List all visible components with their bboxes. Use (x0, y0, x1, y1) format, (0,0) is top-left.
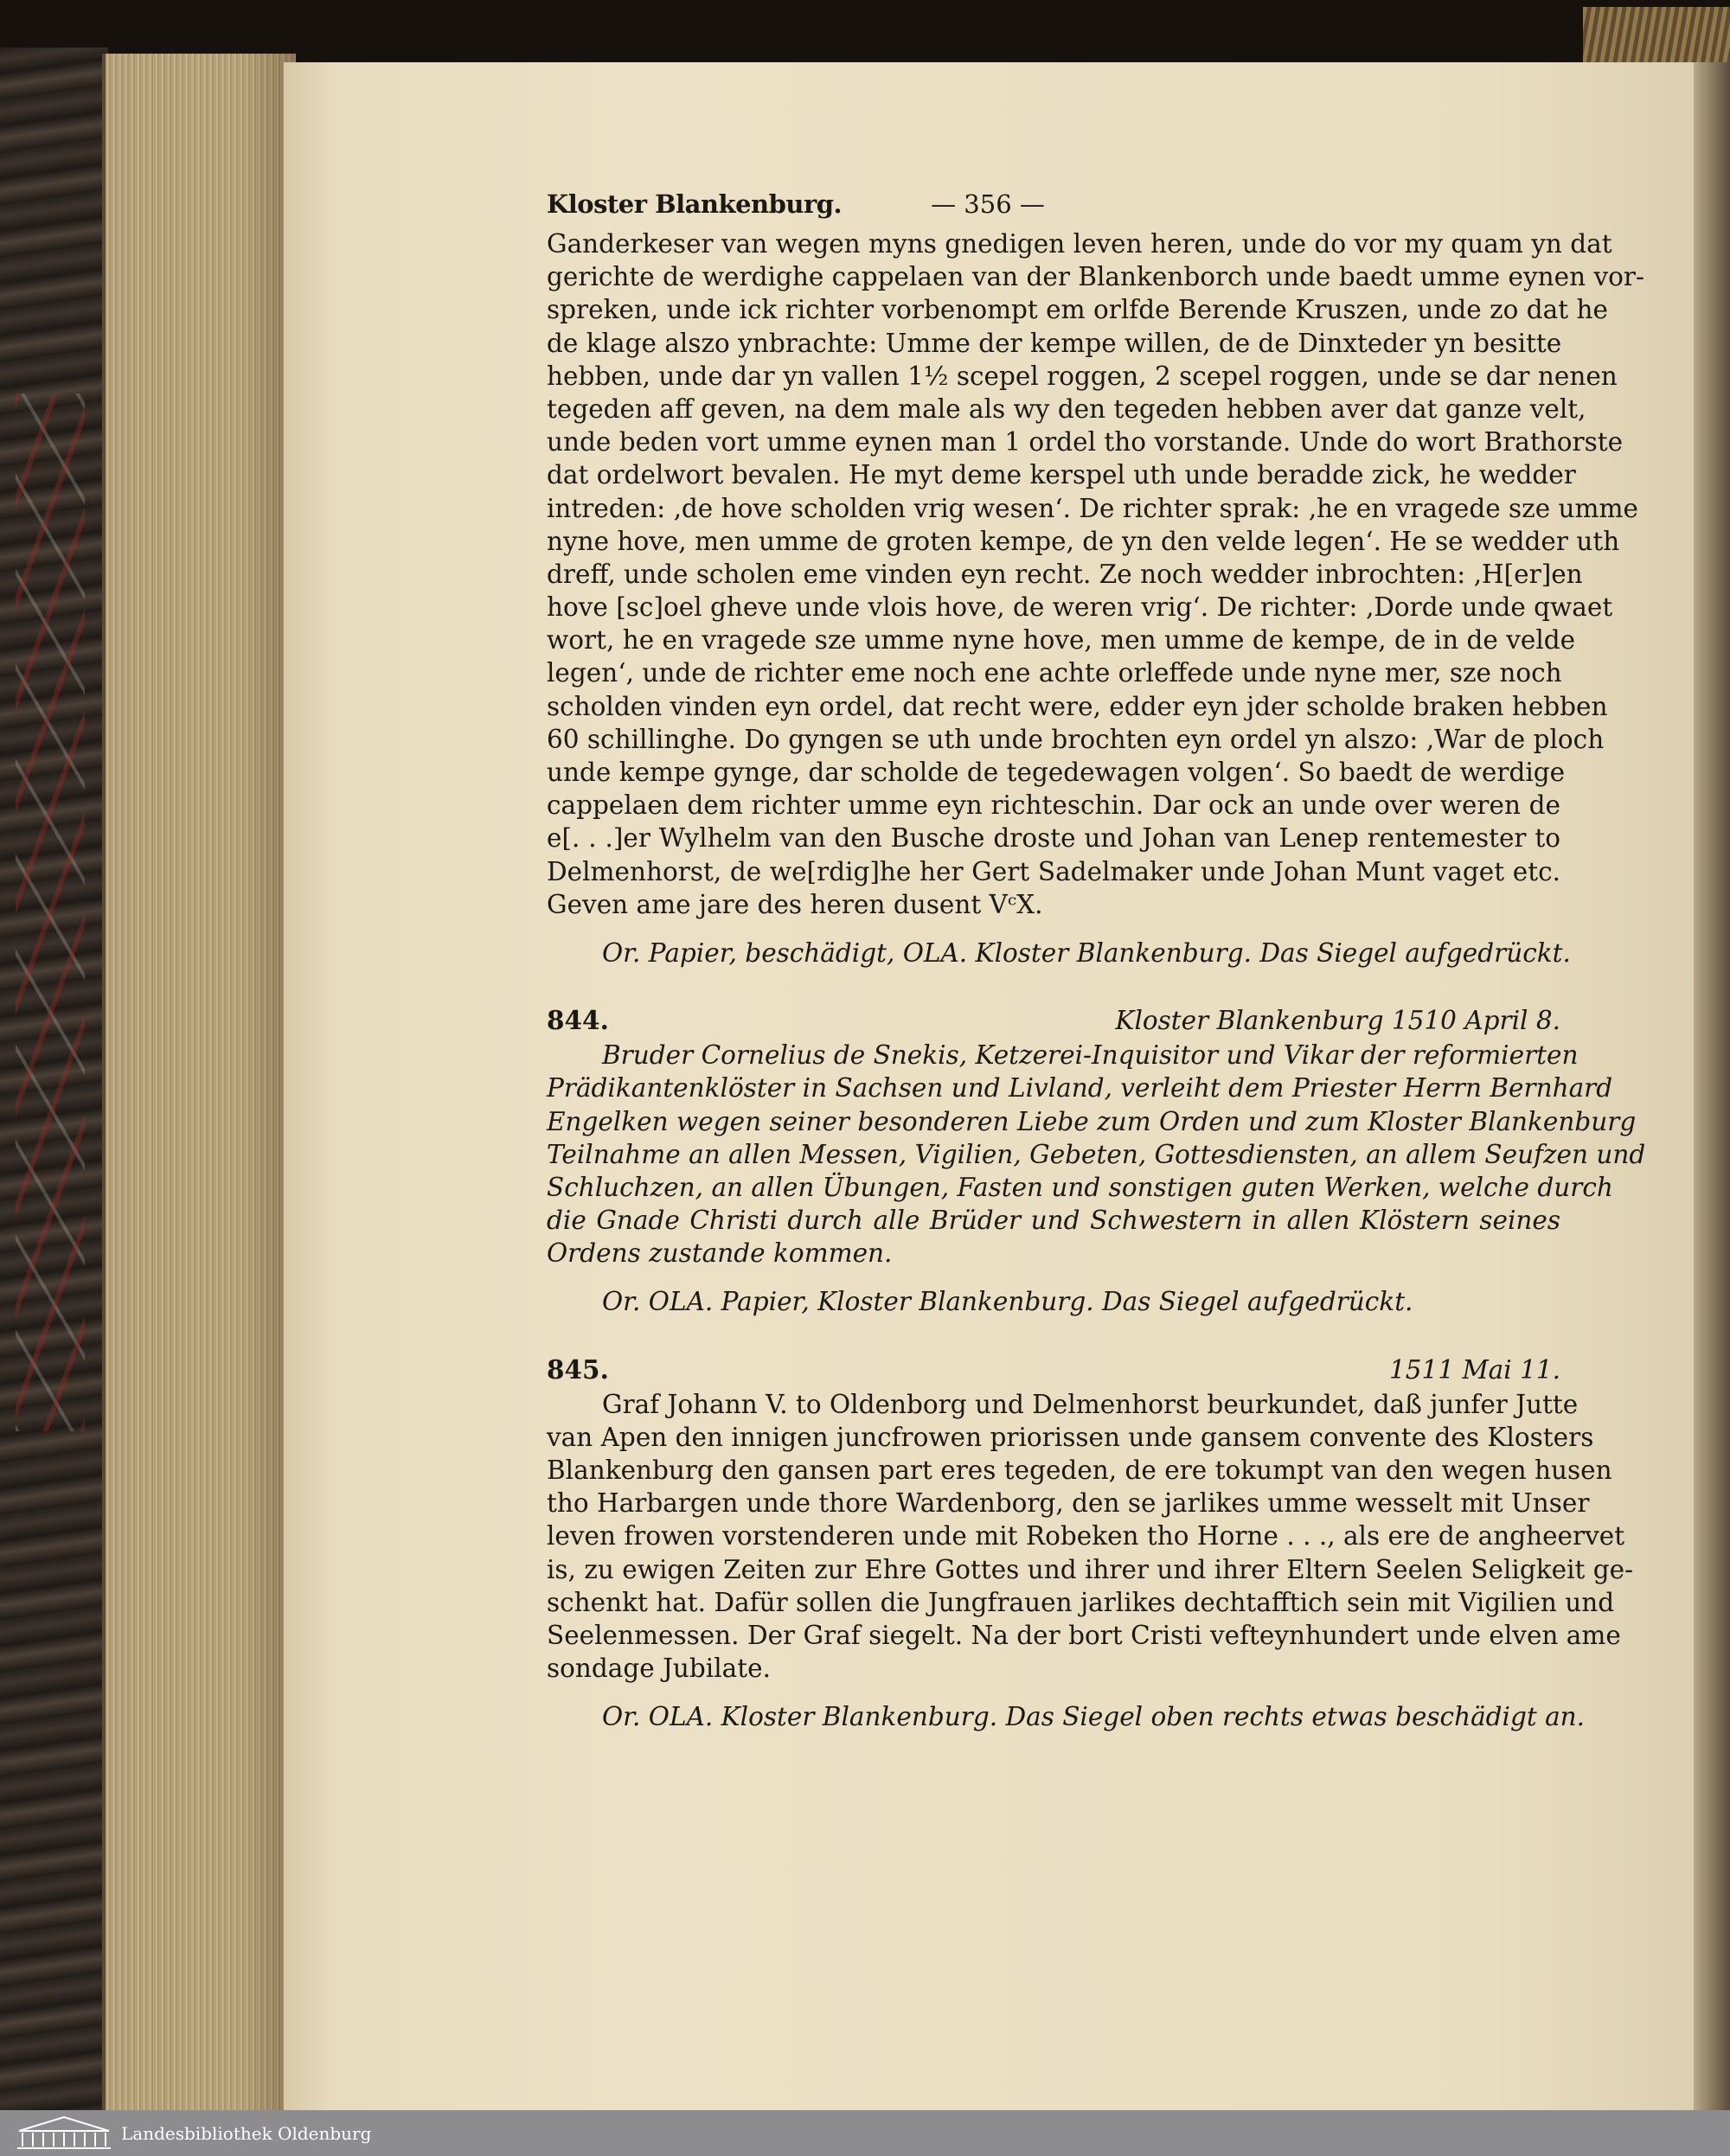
text-line: legen‘, unde de richter eme noch ene achte orleffede unde nyne mer, sze noch (547, 658, 1562, 688)
running-title: Kloster Blankenburg. (547, 189, 843, 219)
text-line: Engelken wegen seiner besonderen Liebe zum Orden und zum Kloster Blankenburg (547, 1106, 1637, 1136)
source-note: Or. Papier, beschädigt, OLA. Kloster Blankenburg. Das Siegel aufgedrückt. (602, 937, 1571, 968)
book-cover (0, 48, 108, 2114)
source-note: Or. OLA. Kloster Blankenburg. Das Siegel oben rechts etwas beschädigt an. (602, 1702, 1586, 1732)
text-line: die Gnade Christi durch alle Brüder und Schwestern in allen Klöstern seines (547, 1206, 1560, 1236)
entry-number: 844. (547, 1005, 609, 1036)
text-line: Blankenburg den gansen part eres tegeden, de ere tokumpt van den wegen husen (547, 1455, 1612, 1485)
entry-heading-845 (547, 1353, 1560, 1388)
text-line: Prädikantenklöster in Sachsen und Livland, verleiht dem Priester Herrn Bernhard (547, 1073, 1613, 1104)
entry-845-text (547, 1388, 1634, 1686)
text-line: Seelenmessen. Der Graf siegelt. Na der bort Cristi vefteynhundert unde elven ame (547, 1620, 1621, 1650)
entry-heading-844 (547, 1004, 1560, 1039)
text-line: tegeden aff geven, na dem male als wy den tegeden hebben aver dat ganze velt, (547, 393, 1586, 424)
page-right-edge (1694, 62, 1730, 2110)
text-line: hove [sc]oel gheve unde vlois hove, de weren vrig‘. De richter: ‚Dorde unde qwaet (547, 592, 1613, 623)
text-line: Graf Johann V. to Oldenborg und Delmenhorst beurkundet, daß junfer Jutte (602, 1389, 1579, 1419)
text-line: Delmenhorst, de we[rdig]he her Gert Sadelmaker unde Johan Munt vaget etc. (547, 856, 1560, 886)
text-line: unde kempe gynge, dar scholde de tegedewagen volgen‘. So baedt de werdige (547, 758, 1566, 787)
text-line: nyne hove, men umme de groten kempe, de yn den velde legen‘. He se wedder uth (547, 526, 1620, 556)
running-header (547, 177, 1560, 227)
text-line: sondage Jubilate. (547, 1654, 771, 1684)
text-line: leven frowen vorstenderen unde mit Robeken tho Horne . . ., als ere de angheervet (547, 1521, 1625, 1551)
text-line: schenkt hat. Dafür sollen die Jungfrauen jarlikes dechtafftich sein mit Vigilien und (547, 1587, 1615, 1617)
entry-number: 845. (547, 1353, 609, 1385)
continuation-text (547, 227, 1644, 921)
text-line: Teilnahme an allen Messen, Vigilien, Gebeten, Gottesdiensten, an allem Seufzen und (547, 1139, 1646, 1169)
text-line: 60 schillinghe. Do gyngen se uth unde brochten eyn ordel yn alszo: ‚War de ploch (547, 724, 1605, 754)
text-line: scholden vinden eyn ordel, dat recht were, edder eyn jder scholde braken hebben (547, 691, 1608, 721)
source-note: Or. OLA. Papier, Kloster Blankenburg. Das Siegel aufgedrückt. (602, 1287, 1413, 1317)
text-line: wort, he en vragede sze umme nyne hove, men umme de kempe, de in de velde (547, 625, 1576, 656)
text-line: cappelaen dem richter umme eyn richteschin. Dar ock an unde over weren de (547, 790, 1560, 821)
text-line: Geven ame jare des heren dusent VᶜX. (547, 889, 1043, 919)
library-name[interactable]: Landesbibliothek Oldenburg (121, 2123, 372, 2144)
page-number: — 356 — (931, 189, 1045, 219)
library-building-icon (14, 2114, 114, 2152)
marbled-edge (16, 393, 85, 1431)
text-line: gerichte de werdighe cappelaen van der Blankenborch unde baedt umme eynen vor- (547, 262, 1644, 292)
text-line: dat ordelwort bevalen. He myt deme kerspel uth unde beradde zick, he wedder (547, 460, 1576, 490)
entry-place-date: Kloster Blankenburg 1510 April 8. (1115, 1006, 1560, 1036)
entry-place-date: 1511 Mai 11. (1389, 1354, 1560, 1385)
text-line: intreden: ‚de hove scholden vrig wesen‘. De richter sprak: ‚he en vragede sze umme (547, 493, 1638, 523)
text-line: spreken, unde ick richter vorbenompt em orlfde Berende Kruszen, unde zo dat he (547, 295, 1608, 325)
text-line: Bruder Cornelius de Snekis, Ketzerei-Inquisitor und Vikar der reformierten (602, 1040, 1579, 1071)
page-stack-edges (102, 54, 296, 2110)
text-line: Schluchzen, an allen Übungen, Fasten und sonstigen guten Werken, welche durch (547, 1172, 1613, 1202)
entry-844-summary (547, 1039, 1646, 1270)
text-line: is, zu ewigen Zeiten zur Ehre Gottes und ihrer und ihrer Eltern Seelen Seligkeit ge- (547, 1554, 1634, 1584)
text-line: hebben, unde dar yn vallen 1½ scepel roggen, 2 scepel roggen, unde se dar nenen (547, 361, 1618, 391)
page-text (547, 177, 1646, 1734)
text-line: e[. . .]er Wylhelm van den Busche droste und Johan van Lenep rentemester to (547, 823, 1560, 854)
text-line: tho Harbargen unde thore Wardenborg, den se jarlikes umme wesselt mit Unser (547, 1488, 1590, 1519)
text-line: van Apen den innigen juncfrowen priorissen unde gansem convente des Klosters (547, 1422, 1594, 1452)
text-line: Ordens zustande kommen. (547, 1238, 893, 1269)
text-line: de klage alszo ynbrachte: Umme der kempe willen, de de Dinxteder yn besitte (547, 328, 1562, 358)
text-line: unde beden vort umme eynen man 1 ordel tho vorstande. Unde do wort Brathorste (547, 427, 1624, 457)
text-line: dreff, unde scholen eme vinden eyn recht. Ze noch wedder inbrochten: ‚H[er]en (547, 559, 1583, 589)
text-line: Ganderkeser van wegen myns gnedigen leven heren, unde do vor my quam yn dat (547, 229, 1612, 259)
